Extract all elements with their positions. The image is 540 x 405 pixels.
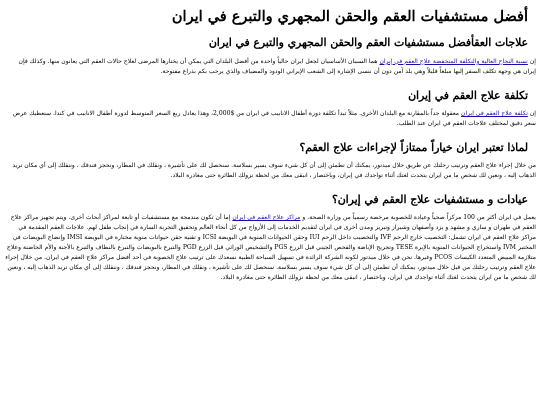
paragraph-text: من خلال إجراء علاج العقم وترتيب رحلتك عن طريق خلال ميدتور، يمكنك أن تطمئن إلى أن كل شيء سوف يسير بسلاسة. سنحصل لك على تأشيرة ، ونقلك في المطار، ونحجز فندقك ، وننقلك إلى أي مكان تريد الذهاب إليه ، ونعين لك شخص ما من ايران يتحدث لغتك أثناء تواجدك في إيران، وباختصار ، انبقى معك من لحظة نزولك الطائرة حتى مغادرة البلاد. [12,162,536,180]
section-heading: تكلفة علاج العقم في إيران [408,88,528,102]
section-heading: عيادات و مستشفيات علاج العقم في إيران؟ [332,193,528,206]
section-infertility-treatments [4,36,536,76]
page-title: أفضل مستشفيات العقم والحقن المجهري والتبرع في ايران [171,8,528,25]
section-clinics-hospitals [4,193,536,283]
paragraph-text-start: إن [527,110,536,118]
section-why-iran [4,141,536,181]
paragraph-text-end: إما أن تكون مندمجة مع مستشفيات أو تابعة لمراكز أبحاث أخرى. ويتم تجهيز مراكز علاج العقم في طهران و ساري و مشهد و يزد وأصفهان وشيراز وتبريز ومدن أخرى في ايران لتقديم الخدمات إلى الأزواج من كل أنحاء العالم وتحقيق التجربة السارة في إنجاب طفل لهم. علاجات العقم المقدمة في مراكز علاج العقم في ايران تشمل: التخصيب خارج الرحم IVF والتخصيب داخل الرحم IUI وحقن الحيوانات المنوية في البويضة ICSI و تقنية حقن حيوانات منوية مختارة في البويضة IMSI وإنضاج البويضات في المختبر IVM واستخراج الحيوانات المنوية بالإبرة TESE وتجريح الإباضة والفحص الجيني قبل الزرع PGS والتشخيص الوراثي قبل الزرع PGD والتبرع بالبويضات والتبرع بالنطاف والتبرع بالأجنة والأم الحاضنة وعلاج متلازمة المبيض المتعدد الكيسات PCOS وغيرها. نحن في خلال ميدتور لكونه الشركة الرائدة في تسهيل السياحة الطبية نسعدك على ترتيب علاج الخصوبة في أحد أفضل مراكز علاج العقم في ايران. من خلال إجراء علاج العقم وترتيب رحلتك من قبل خلال ميدتور، يمكنك أن تطمئن إلى أن كل شيء سوف يسير بسلاسة. سنحصل لك على تأشيرة ، ونقلك في المطار، ونحجز فندقك ، وننقلك إلى أي مكان تريد الذهاب إليه ، ونعين لك شخص ما من ايران يتحدث لغتك أثناء تواجدك في ايران، وباختصار ، انبقى معك من لحظة نزولك الطائرة حتى مغادرة البلاد. [5,214,536,281]
paragraph-text-end: هما السببان الأساسيان لجعل ايران حالياً واحدة من أفضل البلدان التي يمكن أن يختارها المرضى لعلاج حالات العقم التي يعانون منها. وكذلك فإن إيران هي وجهة تكلف السفر إليها مبلغاً قليلاً وهي بلد آمن دون أن ننسى الإشارة إلى الشعب الإيراني الودود والمضياف والذي يرحب بكم بذراع مفتوحة. [18,57,536,75]
success-rate-link[interactable]: نسبة النجاح العالية والتكلفة المنخفضة علاج العقم في إيران [379,57,528,65]
paragraph-text-start: إن [527,57,536,65]
section-paragraph [4,57,536,77]
section-heading: علاجات العقأفضل مستشفيات العقم والحقن المجهري والتبرع في ايران [208,36,528,50]
section-paragraph [4,213,536,282]
section-treatment-cost [4,89,536,129]
section-paragraph [4,161,536,181]
section-paragraph [4,109,536,129]
paragraph-text-start: يعمل في ايران أكثر من 100 مركزاً صحياً وعيادة للخصوبة مرخصة رسمياً من وزارة الصحة. و [300,214,536,222]
fertility-centers-link[interactable]: مراكز علاج العقم في إيران [232,214,301,222]
treatment-cost-link[interactable]: تكلفة علاج العقم في إيران [460,110,528,118]
paragraph-text-end: معقولة جداً بالمقارنة مع البلدان الأخرى. مثلاً تبدأ تكلفة دورة أطفال الانابيب في ايران من $2,000، وهذا يعادل ربع السعر المتوسط لدورة أطفال الانابيب في كندا. سنعطيك عرض سعر دقيق لمختلف علاجات العقم في ايران عند الطلب. [12,110,536,127]
section-heading: لماذا تعتبر ايران خياراً ممتازاً لإجراءات علاج العقم؟ [299,140,528,154]
